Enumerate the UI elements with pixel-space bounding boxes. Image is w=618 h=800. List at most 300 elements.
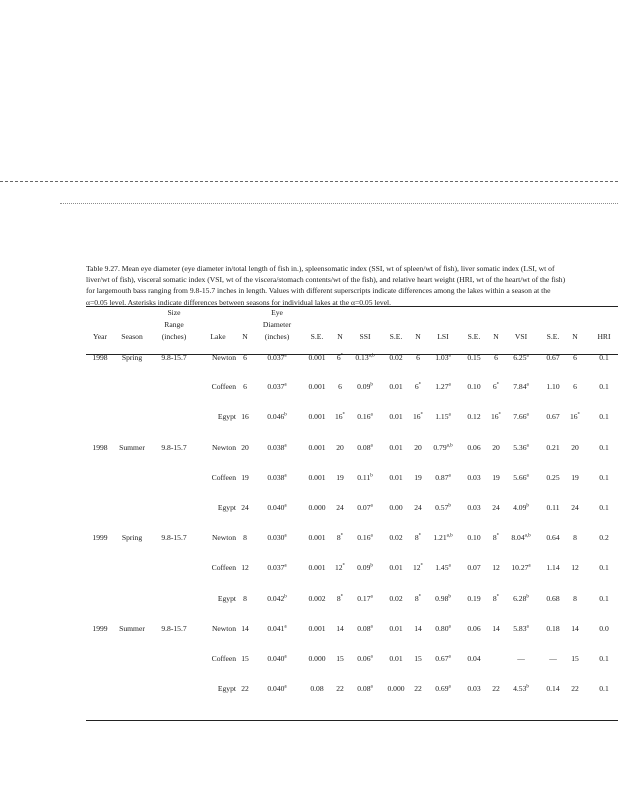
superscript-mark: a	[284, 563, 287, 569]
superscript-mark: a	[370, 654, 373, 660]
superscript-mark: a	[448, 353, 451, 359]
cell-ssi: 0.06$^a$	[357, 653, 373, 663]
cell-n: 6	[243, 382, 247, 392]
cell-eye-diameter: 0.038$^a$	[267, 472, 287, 482]
cell-size-range: 9.8-15.7	[161, 442, 187, 452]
cell-season	[114, 584, 150, 614]
superscript-mark: *	[420, 563, 424, 569]
header-se: S.E.	[546, 332, 560, 341]
cell-size-range	[150, 674, 198, 704]
superscript-mark: a	[370, 594, 373, 600]
cell-n: 8*	[492, 593, 500, 603]
cell-eye-diameter: 0.037$^a$	[267, 382, 287, 392]
cell-se: 0.21	[546, 442, 560, 452]
cell-se: 0.001	[308, 412, 326, 422]
cell-se: 0.07	[467, 563, 481, 573]
cell-lsi: 0.80$^a$	[435, 623, 451, 633]
superscript-mark: a	[448, 654, 451, 660]
cell-size-range: 9.8-15.7	[161, 533, 187, 543]
cell-se: 0.02	[389, 593, 403, 603]
superscript-mark: b	[370, 382, 373, 388]
cell-n: 14	[571, 623, 579, 633]
cell-se: 0.001	[308, 623, 326, 633]
table-row	[86, 644, 618, 674]
table-bottom-rule	[86, 720, 618, 721]
cell-vsi: 10.27$^a$	[511, 563, 531, 573]
cell-se: 0.06	[467, 623, 481, 633]
cell-n: 14	[492, 623, 500, 633]
cell-se: 0.64	[546, 533, 560, 543]
cell-eye-diameter: 0.037$^a$	[267, 563, 287, 573]
cell-n: 20	[241, 442, 249, 452]
cell-vsi: —	[517, 653, 525, 663]
cell-size-range	[150, 402, 198, 432]
cell-n: 16*	[334, 412, 346, 422]
table-body	[86, 342, 618, 704]
cell-n: 20	[336, 442, 344, 452]
cell-hri: 0.0	[599, 623, 609, 633]
cell-lsi: 0.67$^a$	[435, 653, 451, 663]
cell-n: 8*	[492, 533, 500, 543]
superscript-mark: a,b	[524, 533, 531, 539]
caption-line: for largemouth bass ranging from 9.8-15.7 inches in length. Values with different superscripts indicate differences among the lakes within a season at the	[86, 286, 551, 296]
cell-hri: 0.1	[599, 412, 609, 422]
table-row	[86, 372, 618, 402]
cell-season: Summer	[119, 442, 145, 452]
cell-n: 16*	[569, 412, 581, 422]
superscript-mark: *	[418, 594, 422, 600]
cell-eye-diameter: 0.030$^a$	[267, 533, 287, 543]
cell-lake: Coffeen	[211, 472, 236, 482]
cell-size-range	[150, 493, 198, 523]
superscript-mark: a,b	[446, 533, 453, 539]
cell-se: 0.001	[308, 533, 326, 543]
cell-vsi: 6.28$^b$	[513, 593, 529, 603]
cell-se: 0.001	[308, 563, 326, 573]
cell-vsi: 5.36$^a$	[513, 442, 529, 452]
cell-n: 20	[571, 442, 579, 452]
cell-hri: 0.1	[599, 382, 609, 392]
superscript-mark: *	[496, 594, 500, 600]
header-size: Range	[164, 320, 184, 329]
cell-hri: 0.2	[599, 533, 609, 543]
cell-n: 24	[241, 503, 249, 513]
cell-n: 8	[573, 593, 577, 603]
cell-lake: Newton	[211, 442, 236, 452]
superscript-mark: a	[526, 353, 529, 359]
table-row	[86, 463, 618, 493]
cell-se: 0.12	[467, 412, 481, 422]
cell-season: Spring	[121, 533, 143, 543]
superscript-mark: a	[528, 563, 531, 569]
cell-ssi: 0.07$^a$	[357, 503, 373, 513]
cell-n: 6	[416, 353, 420, 362]
cell-n: 8*	[336, 533, 344, 543]
table-row	[86, 614, 618, 644]
cell-year	[86, 372, 114, 402]
header-lsi: LSI	[437, 332, 449, 341]
cell-n: 24	[336, 503, 344, 513]
header-eye: Eye	[271, 308, 283, 317]
cell-lsi: 1.27$^a$	[435, 382, 451, 392]
cell-se: 1.14	[546, 563, 560, 573]
cell-ssi: 0.08$^a$	[357, 623, 373, 633]
cell-eye-diameter: 0.038$^a$	[267, 442, 287, 452]
table-row	[86, 342, 618, 372]
header-n: N	[415, 332, 421, 341]
cell-size-range	[150, 372, 198, 402]
header-se: S.E.	[389, 332, 403, 341]
superscript-mark: *	[418, 533, 422, 539]
cell-lsi: 1.15$^a$	[435, 412, 451, 422]
cell-se: 0.02	[389, 353, 403, 362]
cell-size-range	[150, 463, 198, 493]
superscript-mark: a,b	[368, 353, 375, 359]
cell-se: 0.000	[308, 503, 326, 513]
superscript-mark: b	[448, 594, 451, 600]
cell-year	[86, 584, 114, 614]
cell-lsi: 0.87$^a$	[435, 472, 451, 482]
header-hri: HRI	[597, 332, 611, 341]
superscript-mark: b	[526, 594, 529, 600]
superscript-mark: *	[340, 353, 344, 359]
cell-n: 24	[414, 503, 422, 513]
cell-se: 0.001	[308, 353, 326, 362]
cell-vsi: 5.83$^a$	[513, 623, 529, 633]
cell-hri: 0.1	[599, 353, 609, 362]
cell-n: 8*	[414, 533, 422, 543]
cell-hri: 0.1	[599, 593, 609, 603]
cell-size-range: 9.8-15.7	[161, 353, 187, 362]
cell-se: —	[549, 653, 557, 663]
cell-n: 12	[492, 563, 500, 573]
superscript-mark: a	[448, 624, 451, 630]
cell-se: 0.001	[308, 442, 326, 452]
cell-se: 0.11	[546, 503, 560, 513]
cell-vsi: 5.66$^a$	[513, 472, 529, 482]
cell-vsi: 7.84$^a$	[513, 382, 529, 392]
cell-n: 19	[241, 472, 249, 482]
header-ssi: SSI	[359, 332, 371, 341]
cell-season	[114, 493, 150, 523]
superscript-mark: a	[448, 563, 451, 569]
cell-n: 20	[492, 442, 500, 452]
cell-year: 1999	[92, 533, 108, 543]
cell-n: 22	[414, 684, 422, 694]
cell-ssi: 0.08$^a$	[357, 684, 373, 694]
header-year: Year	[93, 332, 107, 341]
cell-lsi: 0.98$^b$	[435, 593, 451, 603]
superscript-mark: a	[526, 443, 529, 449]
cell-n: 15	[571, 653, 579, 663]
cell-se: 0.18	[546, 623, 560, 633]
header-n: N	[337, 332, 343, 341]
caption-line: liver/wt of fish), visceral somatic index (VSI, wt of the viscera/stomach contents/wt of the fish), and relative heart weight (HRI, wt of the heart/wt of the fish)	[86, 275, 566, 285]
cell-ssi: 0.17$^a$	[357, 593, 373, 603]
cell-se: 0.19	[467, 593, 481, 603]
cell-size-range	[150, 553, 198, 583]
cell-n: 22	[571, 684, 579, 694]
cell-vsi: 4.53$^b$	[513, 684, 529, 694]
superscript-mark: b	[448, 503, 451, 509]
cell-year	[86, 463, 114, 493]
superscript-mark: a	[370, 443, 373, 449]
cell-lake: Coffeen	[211, 653, 236, 663]
table-row	[86, 402, 618, 432]
cell-lsi: 0.79$^{a,b}$	[433, 442, 453, 452]
cell-n: 16*	[412, 412, 424, 422]
cell-eye-diameter: 0.040$^a$	[267, 653, 287, 663]
cell-ssi: 0.16$^a$	[357, 412, 373, 422]
cell-size-range	[150, 644, 198, 674]
scan-artifact-line	[60, 203, 618, 204]
header-size: (inches)	[161, 332, 187, 341]
superscript-mark: a	[284, 684, 287, 690]
cell-n: 19	[336, 472, 344, 482]
header-eye: Diameter	[262, 320, 292, 329]
superscript-mark: a	[526, 382, 529, 388]
cell-season	[114, 553, 150, 583]
cell-se: 0.03	[467, 684, 481, 694]
cell-ssi: 0.08$^a$	[357, 442, 373, 452]
cell-year: 1998	[92, 353, 108, 362]
superscript-mark: a	[284, 443, 287, 449]
cell-eye-diameter: 0.037$^a$	[267, 353, 287, 362]
superscript-mark: b	[284, 412, 287, 418]
superscript-mark: a,b	[446, 443, 453, 449]
header-lake: Lake	[210, 332, 226, 341]
cell-year	[86, 644, 114, 674]
cell-n: 12*	[334, 563, 346, 573]
cell-lsi: 0.69$^a$	[435, 684, 451, 694]
superscript-mark: *	[342, 412, 346, 418]
cell-vsi: 6.25$^a$	[513, 353, 529, 362]
superscript-mark: a	[370, 533, 373, 539]
cell-n: 22	[336, 684, 344, 694]
cell-n: 8	[573, 533, 577, 543]
cell-ssi: 0.11$^b$	[357, 472, 373, 482]
cell-n: 8*	[414, 593, 422, 603]
cell-lake: Egypt	[217, 412, 236, 422]
superscript-mark: *	[340, 594, 344, 600]
cell-year	[86, 493, 114, 523]
caption-line: Table 9.27. Mean eye diameter (eye diameter in/total length of fish in.), spleensomatic index (SSI, wt of spleen/wt of fish), liver somatic index (LSI, wt of	[86, 264, 555, 273]
superscript-mark: *	[496, 533, 500, 539]
header-se: S.E.	[467, 332, 481, 341]
cell-season	[114, 674, 150, 704]
cell-size-range	[150, 584, 198, 614]
caption-line: α=0.05 level. Asterisks indicate differences between seasons for individual lakes at the α=0.05 level.	[86, 297, 392, 307]
cell-se: 0.10	[467, 533, 481, 543]
superscript-mark: a	[370, 684, 373, 690]
cell-hri: 0.1	[599, 653, 609, 663]
cell-n: 6	[573, 353, 577, 362]
superscript-mark: *	[340, 533, 344, 539]
table-row	[86, 523, 618, 553]
cell-n	[488, 644, 504, 674]
cell-n: 6	[494, 353, 498, 362]
cell-hri: 0.1	[599, 442, 609, 452]
cell-eye-diameter: 0.041$^a$	[267, 623, 287, 633]
header-n: N	[242, 332, 248, 341]
superscript-mark: a	[526, 412, 529, 418]
cell-season	[114, 463, 150, 493]
cell-se: 0.14	[546, 684, 560, 694]
superscript-mark: a	[284, 503, 287, 509]
cell-year: 1999	[92, 623, 108, 633]
cell-se: 0.01	[389, 442, 403, 452]
cell-se: 0.000	[387, 684, 405, 694]
cell-lake: Newton	[211, 623, 236, 633]
superscript-mark: a	[284, 624, 287, 630]
cell-eye-diameter: 0.042$^b$	[267, 593, 287, 603]
cell-n: 6*	[414, 382, 422, 392]
cell-se: 0.25	[546, 472, 560, 482]
cell-n: 16	[241, 412, 249, 422]
table-row	[86, 493, 618, 523]
data-table	[86, 306, 618, 704]
cell-n: 14	[241, 623, 249, 633]
cell-n: 15	[336, 653, 344, 663]
cell-vsi: 4.09$^b$	[513, 503, 529, 513]
cell-year	[86, 674, 114, 704]
cell-n: 12*	[412, 563, 424, 573]
cell-season	[114, 644, 150, 674]
cell-size-range: 9.8-15.7	[161, 623, 187, 633]
cell-n: 12	[241, 563, 249, 573]
cell-se: 0.01	[389, 653, 403, 663]
cell-n: 8	[243, 533, 247, 543]
cell-n: 19	[492, 472, 500, 482]
cell-lsi: 1.45$^a$	[435, 563, 451, 573]
cell-se: 0.01	[389, 623, 403, 633]
table-row	[86, 584, 618, 614]
cell-se: 0.03	[467, 472, 481, 482]
cell-lsi: 1.03$^a$	[435, 353, 451, 362]
cell-ssi: 0.16$^a$	[357, 533, 373, 543]
cell-ssi: 0.09$^b$	[357, 563, 373, 573]
header-vsi: VSI	[514, 332, 528, 341]
cell-n: 24	[571, 503, 579, 513]
cell-eye-diameter: 0.040$^a$	[267, 684, 287, 694]
cell-year: 1998	[92, 442, 108, 452]
cell-se: 0.000	[308, 653, 326, 663]
scan-artifact-line	[0, 181, 618, 182]
cell-season	[114, 402, 150, 432]
superscript-mark: b	[370, 563, 373, 569]
superscript-mark: a	[448, 382, 451, 388]
header-eye: (inches)	[264, 332, 290, 341]
cell-ssi: 0.13$^{a,b}$	[355, 353, 375, 362]
cell-n: 20	[414, 442, 422, 452]
cell-lsi: 0.57$^b$	[435, 503, 451, 513]
superscript-mark: a	[370, 412, 373, 418]
superscript-mark: a	[448, 473, 451, 479]
superscript-mark: a	[284, 654, 287, 660]
cell-vsi: 8.04$^{a,b}$	[511, 533, 531, 543]
superscript-mark: *	[577, 412, 581, 418]
table-row	[86, 553, 618, 583]
cell-n: 6	[573, 382, 577, 392]
header-se: S.E.	[310, 332, 324, 341]
cell-hri: 0.1	[599, 684, 609, 694]
cell-se: 0.01	[389, 382, 403, 392]
cell-season: Summer	[119, 623, 145, 633]
cell-hri: 0.1	[599, 503, 609, 513]
cell-se: 0.02	[389, 533, 403, 543]
superscript-mark: b	[526, 684, 529, 690]
table-row	[86, 674, 618, 704]
superscript-mark: a	[448, 684, 451, 690]
table-row	[86, 433, 618, 463]
superscript-mark: a	[370, 503, 373, 509]
header-n: N	[572, 332, 578, 341]
superscript-mark: *	[420, 412, 424, 418]
cell-vsi: 7.66$^a$	[513, 412, 529, 422]
cell-n: 19	[414, 472, 422, 482]
superscript-mark: *	[418, 382, 422, 388]
cell-n: 14	[336, 623, 344, 633]
cell-se: 0.001	[308, 472, 326, 482]
cell-n: 16*	[490, 412, 502, 422]
cell-se: 0.67	[546, 353, 560, 362]
superscript-mark: a	[284, 353, 287, 359]
cell-n: 6	[243, 353, 247, 362]
table-caption	[86, 263, 618, 308]
cell-ssi: 0.09$^b$	[357, 382, 373, 392]
cell-se: 0.002	[308, 593, 326, 603]
cell-n: 6*	[492, 382, 500, 392]
cell-lsi: 1.21$^{a,b}$	[433, 533, 453, 543]
cell-se: 0.15	[467, 353, 481, 362]
superscript-mark: *	[496, 382, 500, 388]
superscript-mark: a	[284, 533, 287, 539]
cell-lake: Egypt	[217, 593, 236, 603]
cell-se: 0.00	[389, 503, 403, 513]
cell-eye-diameter: 0.046$^b$	[267, 412, 287, 422]
superscript-mark: b	[370, 473, 373, 479]
cell-se: 0.68	[546, 593, 560, 603]
cell-n: 14	[414, 623, 422, 633]
superscript-mark: a	[448, 412, 451, 418]
cell-n: 24	[492, 503, 500, 513]
cell-se: 0.01	[389, 563, 403, 573]
cell-hri: 0.1	[599, 563, 609, 573]
cell-n: 22	[492, 684, 500, 694]
superscript-mark: a	[284, 382, 287, 388]
table-header	[86, 306, 618, 342]
cell-year	[86, 402, 114, 432]
cell-se: 0.01	[389, 472, 403, 482]
superscript-mark: a	[370, 624, 373, 630]
cell-hri: 0.1	[599, 472, 609, 482]
cell-se: 0.04	[467, 653, 481, 663]
superscript-mark: a	[526, 624, 529, 630]
header-size: Size	[167, 308, 181, 317]
superscript-mark: b	[284, 594, 287, 600]
cell-n: 19	[571, 472, 579, 482]
superscript-mark: a	[284, 473, 287, 479]
cell-lake: Coffeen	[211, 382, 236, 392]
header-n: N	[493, 332, 499, 341]
cell-se: 0.01	[389, 412, 403, 422]
cell-n: 15	[414, 653, 422, 663]
cell-n: 8	[243, 593, 247, 603]
cell-n: 6*	[336, 353, 344, 362]
cell-se: 0.67	[546, 412, 560, 422]
superscript-mark: a	[526, 473, 529, 479]
cell-lake: Newton	[211, 533, 236, 543]
